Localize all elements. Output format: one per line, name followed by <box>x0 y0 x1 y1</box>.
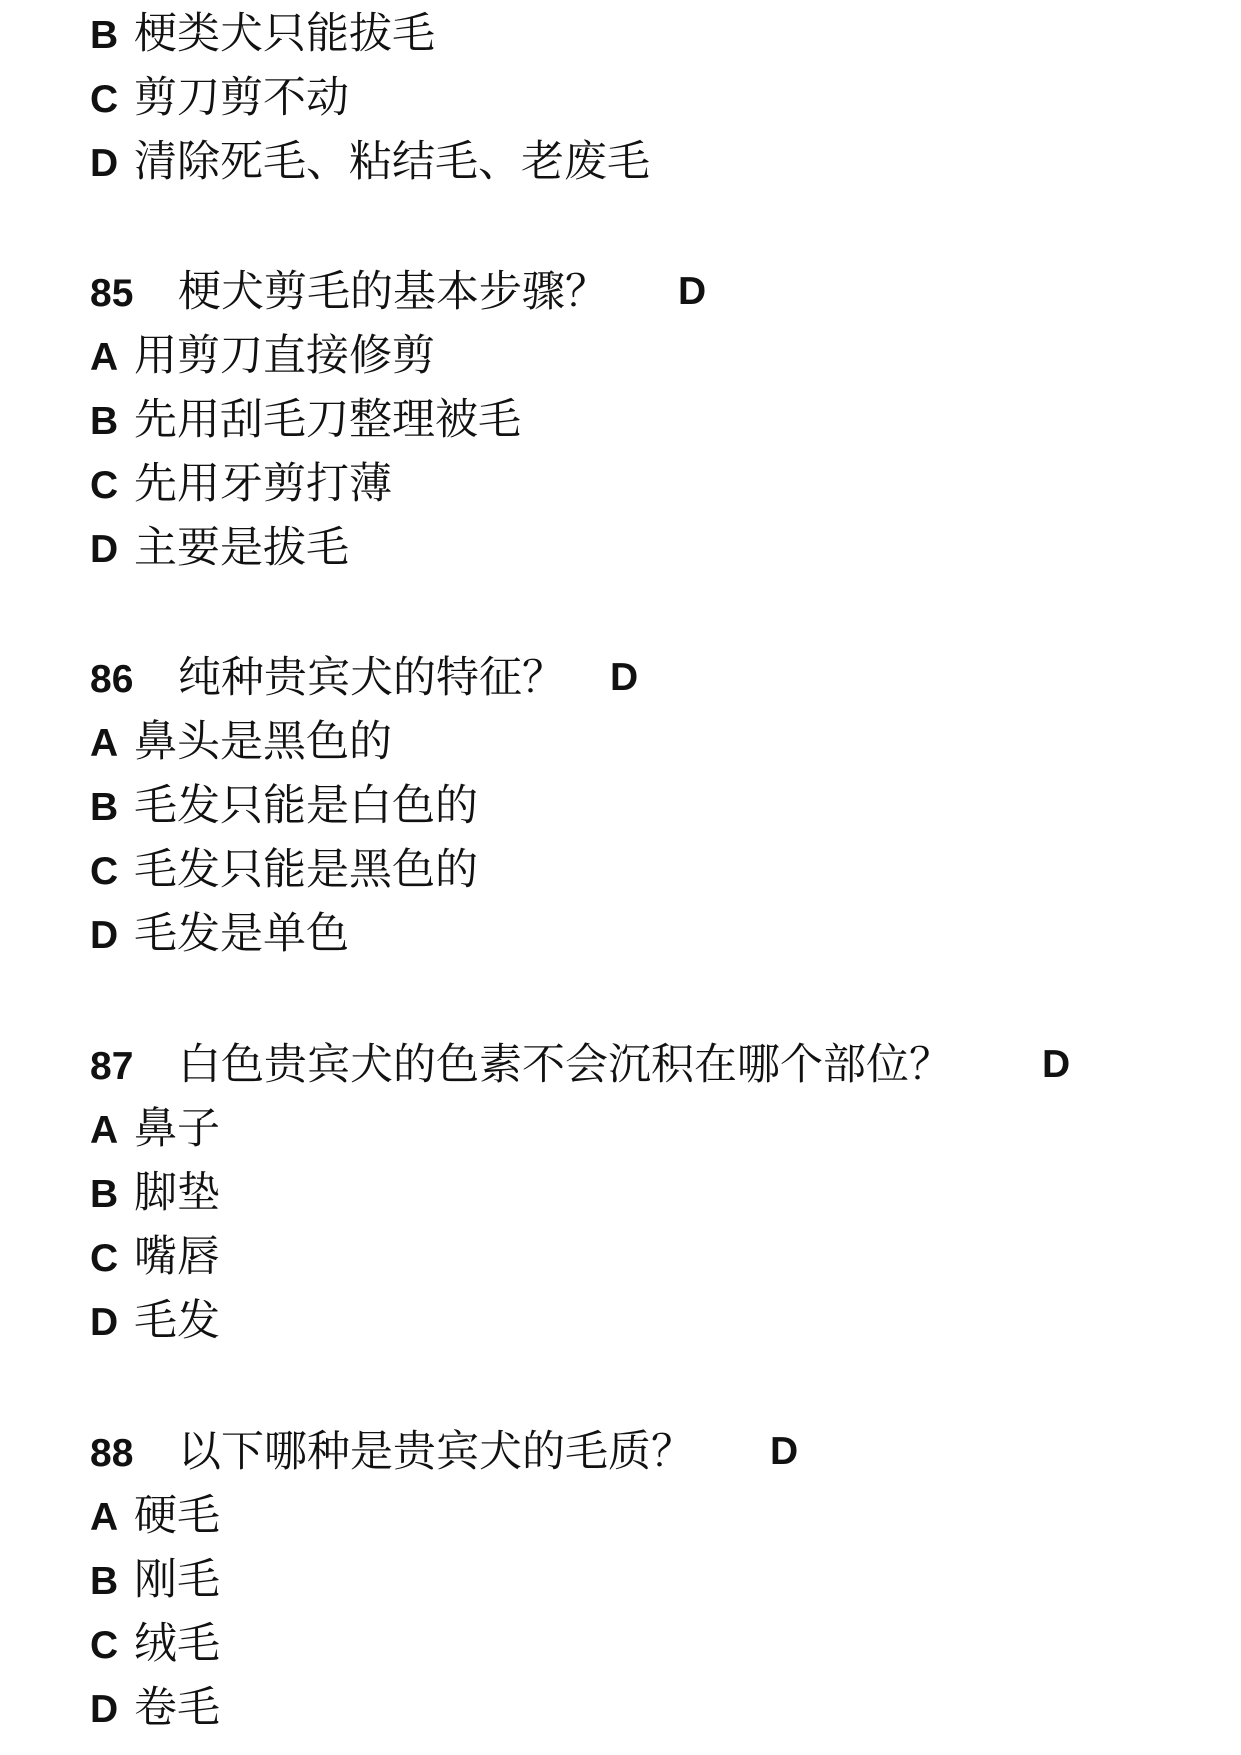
question-number: 85 <box>90 272 134 315</box>
question-text: 白色贵宾犬的色素不会沉积在哪个部位？ <box>178 1040 952 1090</box>
answer-label: D <box>770 1430 799 1473</box>
option-text: 鼻头是黑色的 <box>134 717 392 767</box>
option-text: 毛发 <box>134 1296 220 1346</box>
option-line <box>90 456 392 512</box>
option-text: 鼻子 <box>134 1104 220 1154</box>
option-letter: B <box>90 14 119 57</box>
option-line <box>90 6 435 62</box>
option-letter: B <box>90 400 119 443</box>
question-86-line <box>90 650 639 706</box>
question-text: 以下哪种是贵宾犬的毛质？ <box>178 1427 694 1477</box>
question-number: 86 <box>90 658 134 701</box>
option-letter: D <box>90 142 119 185</box>
option-text: 毛发是单色 <box>134 909 349 959</box>
option-line <box>90 714 392 770</box>
option-line <box>90 1488 220 1544</box>
option-letter: C <box>90 1624 119 1667</box>
question-text: 梗犬剪毛的基本步骤？ <box>178 267 608 317</box>
question-87-line <box>90 1037 1071 1093</box>
option-letter: D <box>90 1688 119 1731</box>
option-line <box>90 842 478 898</box>
option-text: 用剪刀直接修剪 <box>134 331 435 381</box>
option-line <box>90 906 349 962</box>
option-line <box>90 1680 220 1736</box>
question-number: 88 <box>90 1432 134 1475</box>
option-letter: B <box>90 1560 119 1603</box>
option-text: 主要是拔毛 <box>134 523 349 573</box>
option-text: 先用牙剪打薄 <box>134 459 392 509</box>
option-text: 脚垫 <box>134 1168 220 1218</box>
option-text: 绒毛 <box>134 1619 220 1669</box>
option-letter: C <box>90 464 119 507</box>
option-line <box>90 134 650 190</box>
option-text: 先用刮毛刀整理被毛 <box>134 395 521 445</box>
option-letter: A <box>90 1109 119 1152</box>
answer-label: D <box>678 270 707 313</box>
option-line <box>90 778 478 834</box>
option-line <box>90 1552 220 1608</box>
option-letter: C <box>90 1237 119 1280</box>
question-number: 87 <box>90 1045 134 1088</box>
option-text: 毛发只能是黑色的 <box>134 845 478 895</box>
option-text: 清除死毛、粘结毛、老废毛 <box>134 137 650 187</box>
answer-label: D <box>610 656 639 699</box>
option-line <box>90 328 435 384</box>
option-letter: A <box>90 336 119 379</box>
option-line <box>90 392 521 448</box>
option-line <box>90 1229 220 1285</box>
option-letter: C <box>90 78 119 121</box>
option-letter: A <box>90 722 119 765</box>
answer-label: D <box>1042 1043 1071 1086</box>
option-text: 剪刀剪不动 <box>134 73 349 123</box>
option-line <box>90 70 349 126</box>
option-letter: B <box>90 786 119 829</box>
option-text: 嘴唇 <box>134 1232 220 1282</box>
option-text: 刚毛 <box>134 1555 220 1605</box>
option-letter: B <box>90 1173 119 1216</box>
option-text: 卷毛 <box>134 1683 220 1733</box>
question-text: 纯种贵宾犬的特征？ <box>178 653 565 703</box>
option-line <box>90 1616 220 1672</box>
option-letter: D <box>90 914 119 957</box>
option-letter: D <box>90 528 119 571</box>
option-text: 毛发只能是白色的 <box>134 781 478 831</box>
question-88-line <box>90 1424 799 1480</box>
option-letter: C <box>90 850 119 893</box>
option-letter: A <box>90 1496 119 1539</box>
option-text: 梗类犬只能拔毛 <box>134 9 435 59</box>
option-text: 硬毛 <box>134 1491 220 1541</box>
option-line <box>90 1293 220 1349</box>
question-85-line <box>90 264 707 320</box>
option-line <box>90 520 349 576</box>
option-line <box>90 1165 220 1221</box>
option-line <box>90 1101 220 1157</box>
option-letter: D <box>90 1301 119 1344</box>
